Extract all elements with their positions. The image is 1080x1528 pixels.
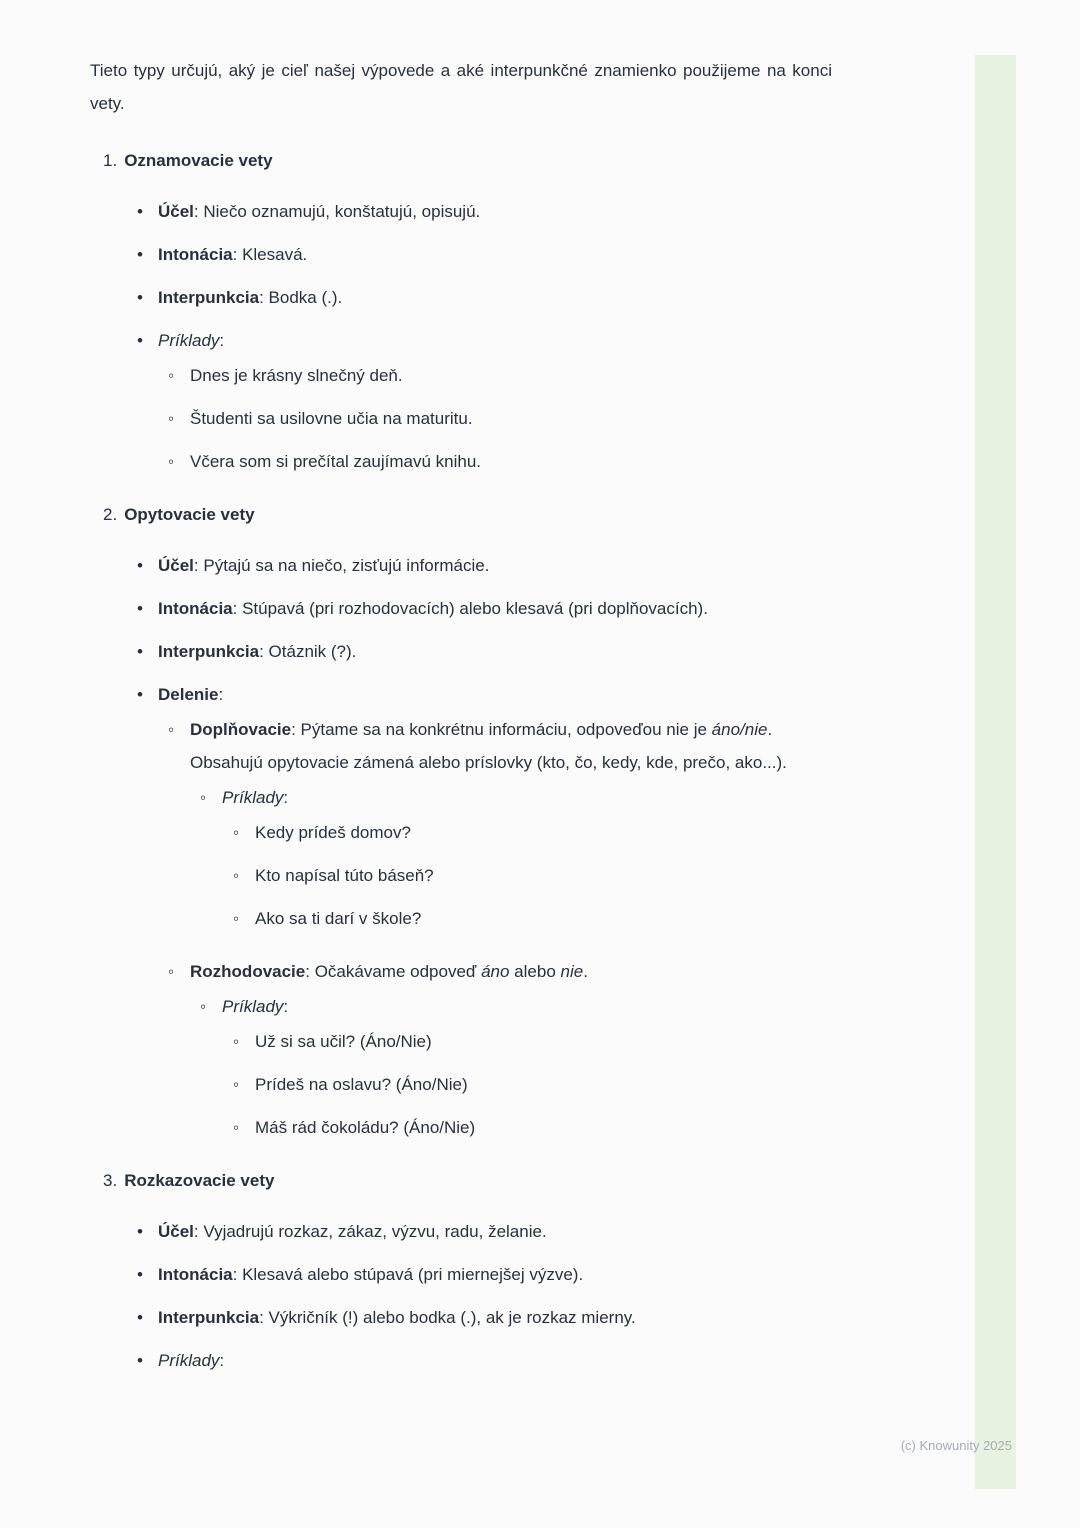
example-text: Včera som si prečítal zaujímavú knihu. [190,452,482,471]
bullet-text: : Niečo oznamujú, konštatujú, opisujú. [193,202,481,221]
bullet-icon: • [137,288,143,307]
sub-bullet-text-italic: nie [560,962,584,981]
bullet-label: Intonácia [158,599,233,618]
bullet-label: Intonácia [158,245,233,264]
bullet-text: : Bodka (.). [259,288,343,307]
circle-icon: ◦ [233,1075,240,1094]
circle-icon: ◦ [233,823,240,842]
bullet-icon: • [137,245,143,264]
document-page [90,54,832,1387]
section-oznamovacie [90,144,832,478]
example-text: Kedy prídeš domov? [255,823,411,842]
bullet-label: Príklady [158,331,220,350]
circle-icon: ◦ [233,1032,240,1051]
section-number: 2. [103,505,118,524]
bullet-item [90,635,832,668]
example-text: Už si sa učil? (Áno/Nie) [255,1032,432,1051]
bullet-label: Intonácia [158,1265,233,1284]
bullet-item [90,281,832,314]
bullet-text: : Výkričník (!) alebo bodka (.), ak je rozkaz mierny. [259,1308,636,1327]
circle-icon: ◦ [233,866,240,885]
section-heading [90,1164,832,1197]
circle-icon: ◦ [233,909,240,928]
bullet-icon: • [137,1308,143,1327]
circle-icon: ◦ [200,997,207,1016]
example-item [90,902,832,935]
bullet-text: : [219,331,225,350]
example-text: Kto napísal túto báseň? [255,866,434,885]
circle-icon: ◦ [200,788,207,807]
bullet-item [90,324,832,357]
bullet-text: : Klesavá. [232,245,308,264]
bullet-text: : Pýtajú sa na niečo, zisťujú informácie. [193,556,490,575]
sub-bullet-text: alebo [509,962,561,981]
bullet-text: : Vyjadrujú rozkaz, zákaz, výzvu, radu, želanie. [193,1222,547,1241]
bullet-label: Interpunkcia [158,1308,260,1327]
section-title: Rozkazovacie vety [124,1171,275,1190]
bullet-icon: • [137,202,143,221]
sub-bullet-item [90,713,832,779]
bullet-text: : Otáznik (?). [259,642,357,661]
bullet-label: Interpunkcia [158,288,260,307]
priklady-label: Príklady [222,788,284,807]
circle-icon: ◦ [168,409,175,428]
circle-icon: ◦ [168,366,175,385]
circle-icon: ◦ [168,452,175,471]
example-item [90,859,832,892]
sub-bullet-text: : Pýtame sa na konkrétnu informáciu, odpoveďou nie je [291,720,712,739]
priklady-label: Príklady [222,997,284,1016]
bullet-text: : [218,685,224,704]
bullet-icon: • [137,1265,143,1284]
green-accent-stripe [975,55,1016,1489]
example-text: Dnes je krásny slnečný deň. [190,366,403,385]
sub-bullet-text: . [583,962,588,981]
bullet-item [90,592,832,625]
sub-bullet-text-italic: áno/nie [711,720,768,739]
priklady-colon: : [283,788,289,807]
bullet-item [90,549,832,582]
bullet-text: : Klesavá alebo stúpavá (pri miernejšej výzve). [232,1265,584,1284]
example-text: Máš rád čokoládu? (Áno/Nie) [255,1118,476,1137]
bullet-label: Účel [158,556,194,575]
sub-bullet-text-italic: áno [481,962,510,981]
example-text: Ako sa ti darí v škole? [255,909,422,928]
bullet-icon: • [137,599,143,618]
bullet-label: Účel [158,1222,194,1241]
bullet-item [90,238,832,271]
circle-icon: ◦ [233,1118,240,1137]
section-title: Opytovacie vety [124,505,255,524]
bullet-item [90,1258,832,1291]
section-title: Oznamovacie vety [124,151,273,170]
bullet-item [90,678,832,711]
intro-paragraph: Tieto typy určujú, aký je cieľ našej výpovede a aké interpunkčné znamienko použijeme na konci vety. [90,61,832,113]
example-item [90,402,832,435]
sub-bullet-label: Doplňovacie [190,720,292,739]
bullet-text: : Stúpavá (pri rozhodovacích) alebo klesavá (pri doplňovacích). [232,599,708,618]
bullet-icon: • [137,556,143,575]
section-number: 3. [103,1171,118,1190]
bullet-icon: • [137,1351,143,1370]
example-item [90,359,832,392]
circle-icon: ◦ [168,962,175,981]
bullet-icon: • [137,331,143,350]
example-item [90,1025,832,1058]
bullet-text: : [219,1351,225,1370]
bullet-item [90,1344,832,1377]
circle-icon: ◦ [168,720,175,739]
example-text: Študenti sa usilovne učia na maturitu. [190,409,473,428]
section-opytovacie [90,498,832,1144]
sub-bullet-label: Rozhodovacie [190,962,306,981]
bullet-label: Účel [158,202,194,221]
priklady-item [90,990,832,1023]
example-item [90,1068,832,1101]
example-item [90,445,832,478]
watermark: (c) Knowunity 2025 [900,1438,1012,1453]
section-rozkazovacie [90,1164,832,1377]
sub-bullet-text: . Obsahujú opytovacie zámená alebo príslovky (kto, čo, kedy, kde, prečo, ako...). [190,720,787,772]
bullet-item [90,1215,832,1248]
bullet-item [90,195,832,228]
section-heading [90,144,832,177]
sub-bullet-text: : Očakávame odpoveď [305,962,482,981]
section-heading [90,498,832,531]
bullet-label: Delenie [158,685,219,704]
example-item [90,816,832,849]
bullet-icon: • [137,1222,143,1241]
priklady-colon: : [283,997,289,1016]
bullet-label: Príklady [158,1351,220,1370]
bullet-label: Interpunkcia [158,642,260,661]
bullet-icon: • [137,642,143,661]
example-item [90,1111,832,1144]
priklady-item [90,781,832,814]
section-number: 1. [103,151,118,170]
bullet-item [90,1301,832,1334]
sub-bullet-item [90,955,832,988]
example-text: Prídeš na oslavu? (Áno/Nie) [255,1075,468,1094]
bullet-icon: • [137,685,143,704]
